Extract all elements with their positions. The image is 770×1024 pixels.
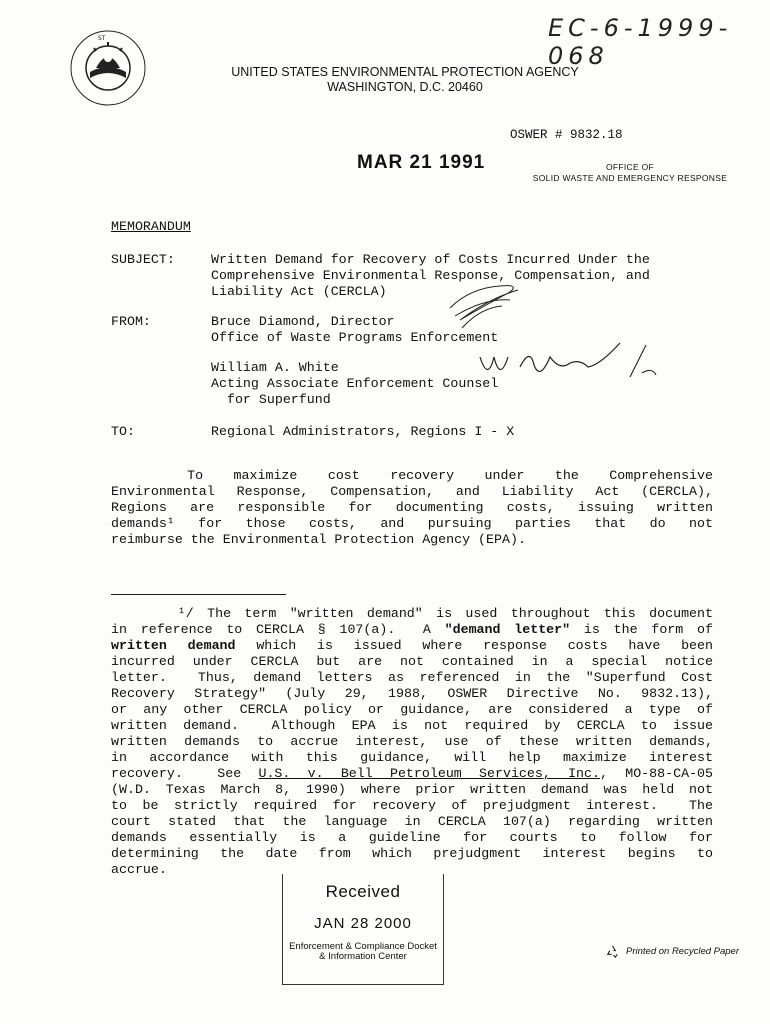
footnote-line	[111, 766, 713, 782]
footnote-text: , MO-88-CA-05	[600, 766, 713, 781]
footnote-line: (W.D. Texas March 8, 1990) where prior written demand was held not	[111, 782, 713, 797]
agency-heading	[0, 65, 770, 95]
recycled-paper-note: Printed on Recycled Paper	[626, 946, 740, 957]
footnote-text: in reference to CERCLA § 107(a). A	[111, 622, 445, 637]
date-stamp: MAR 21 1991	[357, 152, 486, 173]
received-stamp	[282, 874, 444, 985]
stamp-line-2: & Information Center	[319, 951, 407, 962]
from-label: FROM:	[111, 314, 151, 329]
signature-icon	[440, 278, 530, 338]
oswer-number: OSWER # 9832.18	[510, 128, 623, 142]
subject-line-2: Comprehensive Environmental Response, Compensation, and	[211, 268, 650, 283]
memo-heading: MEMORANDUM	[111, 219, 191, 234]
agency-address: WASHINGTON, D.C. 20460	[327, 80, 483, 94]
footnote-bold-term: "demand letter"	[444, 622, 571, 637]
footnote-line: to be strictly required for recovery of prejudgment interest. The	[111, 798, 713, 813]
from-line-6: for Superfund	[211, 392, 331, 407]
subject-line-1: Written Demand for Recovery of Costs Incurred Under the	[211, 252, 650, 267]
intro-paragraph	[111, 468, 713, 548]
footnote	[111, 606, 713, 878]
stamp-title: Received	[325, 882, 401, 901]
footnote-line: in accordance with this guidance, will help maximize interest	[111, 750, 713, 765]
footnote-line: or any other CERCLA policy or guidance, are considered a type of	[111, 702, 713, 717]
stamp-date: JAN 28 2000	[314, 915, 412, 932]
footnote-text: which is issued where response costs have been	[235, 638, 713, 653]
to-value: Regional Administrators, Regions I - X	[211, 424, 515, 439]
footnote-line: Recovery Strategy" (July 29, 1988, OSWER Directive No. 9832.13),	[111, 686, 713, 701]
office-line-2: SOLID WASTE AND EMERGENCY RESPONSE	[532, 173, 728, 183]
footnote-line: written demand. Although EPA is not required by CERCLA to issue	[111, 718, 713, 733]
footnote-text: recovery. See	[111, 766, 259, 781]
agency-name: UNITED STATES ENVIRONMENTAL PROTECTION AGENCY	[231, 65, 579, 79]
office-line-1: OFFICE OF	[605, 162, 655, 172]
svg-text:ST: ST	[98, 35, 106, 42]
footnote-line: determining the date from which prejudgment interest begins to	[111, 846, 713, 861]
footnote-line	[111, 638, 713, 654]
footnote-divider	[111, 594, 286, 595]
intro-line: Environmental Response, Compensation, and Liability Act (CERCLA),	[111, 484, 713, 499]
from-line-5: Acting Associate Enforcement Counsel	[211, 376, 499, 391]
stamp-line-1: Enforcement & Compliance Docket	[289, 941, 437, 952]
case-citation: U.S. v. Bell Petroleum Services, Inc.	[258, 766, 600, 781]
from-line-4: William A. White	[211, 360, 339, 375]
subject-label: SUBJECT:	[111, 252, 175, 267]
from-line-2: Office of Waste Programs Enforcement	[211, 330, 499, 345]
intro-line: reimburse the Environmental Protection Agency (EPA).	[111, 532, 526, 547]
intro-line: Regions are responsible for documenting costs, issuing written	[111, 500, 713, 515]
signature-icon	[470, 337, 670, 397]
footnote-line: ¹/ The term "written demand" is used throughout this document	[111, 606, 713, 621]
handwritten-reference: EC-6-1999-068	[548, 14, 733, 70]
to-label: TO:	[111, 424, 135, 439]
from-line-1: Bruce Diamond, Director	[211, 314, 395, 329]
office-heading	[515, 162, 745, 184]
footnote-line: letter. Thus, demand letters as referenced in the "Superfund Cost	[111, 670, 713, 685]
footnote-line	[111, 622, 713, 638]
footnote-line: accrue.	[111, 862, 167, 877]
footnote-text: is the form of	[570, 622, 713, 637]
recycle-icon	[605, 944, 620, 959]
footnote-line: court stated that the language in CERCLA 107(a) regarding written	[111, 814, 713, 829]
footnote-line: demands essentially is a guideline for courts to follow for	[111, 830, 713, 845]
intro-line: demands¹ for those costs, and pursuing parties that do not	[111, 516, 713, 531]
footnote-bold-term: written demand	[111, 638, 236, 653]
footnote-line: incurred under CERCLA but are not contained in a special notice	[111, 654, 713, 669]
intro-line: To maximize cost recovery under the Comprehensive	[111, 468, 713, 483]
footnote-line: written demands to accrue interest, use of these written demands,	[111, 734, 713, 749]
subject-line-3: Liability Act (CERCLA)	[211, 284, 387, 299]
